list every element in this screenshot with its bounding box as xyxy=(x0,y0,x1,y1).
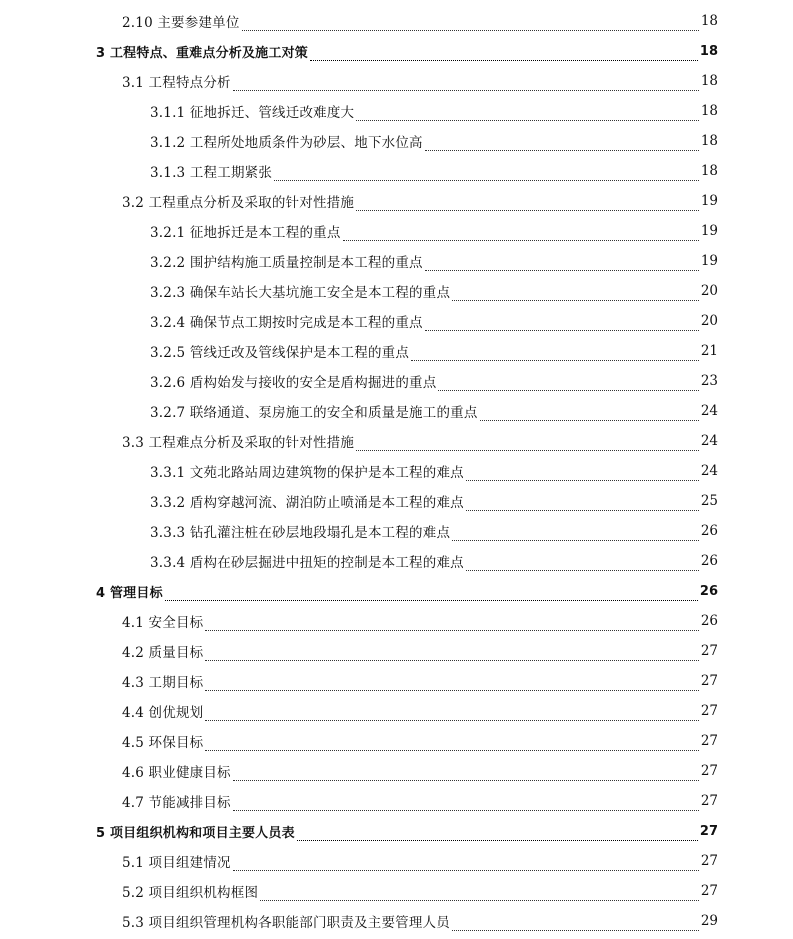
dot-leader xyxy=(233,792,699,811)
dot-leader xyxy=(233,762,699,781)
dot-leader xyxy=(480,402,699,421)
toc-page-number: 25 xyxy=(700,493,718,509)
toc-entry-title: 4.3 工期目标 xyxy=(122,675,204,691)
toc-entry-link[interactable] xyxy=(150,546,718,576)
toc-page-number: 18 xyxy=(700,103,718,119)
toc-entry-title: 3.2 工程重点分析及采取的针对性措施 xyxy=(122,195,355,211)
toc-entry-link[interactable] xyxy=(122,426,718,456)
dot-leader xyxy=(438,372,698,391)
dot-leader xyxy=(356,192,699,211)
dot-leader xyxy=(425,312,699,331)
toc-entry-link[interactable] xyxy=(96,816,718,846)
toc-entry-title: 3.3.4 盾构在砂层掘进中扭矩的控制是本工程的难点 xyxy=(150,555,464,571)
toc-page-number: 27 xyxy=(699,823,718,839)
toc-page-number: 27 xyxy=(700,733,718,749)
dot-leader xyxy=(466,552,699,571)
toc-entry-link[interactable] xyxy=(122,756,718,786)
toc-row xyxy=(0,906,793,936)
toc-page-number: 19 xyxy=(700,253,718,269)
toc-entry-title: 5.2 项目组织机构框图 xyxy=(122,885,259,901)
toc-page-number: 27 xyxy=(700,763,718,779)
toc-page-number: 27 xyxy=(700,883,718,899)
dot-leader xyxy=(425,132,699,151)
dot-leader xyxy=(165,582,698,601)
toc-page-number: 24 xyxy=(700,433,718,449)
toc-entry-link[interactable] xyxy=(150,96,718,126)
toc-entry-title: 3.3.2 盾构穿越河流、湖泊防止喷涌是本工程的难点 xyxy=(150,495,464,511)
dot-leader xyxy=(205,642,698,661)
table-of-contents xyxy=(0,6,793,936)
toc-entry-link[interactable] xyxy=(122,846,718,876)
toc-page-number: 27 xyxy=(700,793,718,809)
toc-entry-title: 2.10 主要参建单位 xyxy=(122,15,240,31)
toc-entry-title: 3.1.3 工程工期紧张 xyxy=(150,165,273,181)
toc-page-number: 18 xyxy=(700,133,718,149)
toc-entry-title: 4 管理目标 xyxy=(96,585,163,601)
dot-leader xyxy=(274,162,699,181)
toc-page-number: 20 xyxy=(700,313,718,329)
toc-page-number: 26 xyxy=(699,583,718,599)
toc-entry-link[interactable] xyxy=(150,156,718,186)
toc-row xyxy=(0,816,793,846)
toc-page-number: 26 xyxy=(700,523,718,539)
toc-row xyxy=(0,546,793,576)
toc-entry-link[interactable] xyxy=(150,276,718,306)
toc-page-number: 27 xyxy=(700,703,718,719)
toc-entry-title: 4.4 创优规划 xyxy=(122,705,204,721)
dot-leader xyxy=(452,522,699,541)
toc-entry-link[interactable] xyxy=(122,186,718,216)
toc-page-number: 18 xyxy=(700,73,718,89)
toc-entry-title: 3.2.6 盾构始发与接收的安全是盾构掘进的重点 xyxy=(150,375,437,391)
toc-page-number: 23 xyxy=(700,373,718,389)
toc-page-number: 26 xyxy=(700,613,718,629)
toc-page-number: 20 xyxy=(700,283,718,299)
dot-leader xyxy=(233,72,699,91)
toc-entry-link[interactable] xyxy=(150,456,718,486)
toc-entry-link[interactable] xyxy=(96,36,718,66)
toc-row xyxy=(0,126,793,156)
dot-leader xyxy=(260,882,699,901)
toc-entry-link[interactable] xyxy=(150,396,718,426)
toc-row xyxy=(0,516,793,546)
toc-row xyxy=(0,456,793,486)
dot-leader xyxy=(310,42,698,61)
toc-row xyxy=(0,336,793,366)
toc-row xyxy=(0,276,793,306)
toc-row xyxy=(0,666,793,696)
dot-leader xyxy=(343,222,699,241)
toc-entry-link[interactable] xyxy=(150,216,718,246)
dot-leader xyxy=(205,612,698,631)
toc-row xyxy=(0,96,793,126)
toc-entry-title: 4.7 节能减排目标 xyxy=(122,795,231,811)
toc-page-number: 21 xyxy=(700,343,718,359)
toc-row xyxy=(0,186,793,216)
toc-entry-link[interactable] xyxy=(150,366,718,396)
dot-leader xyxy=(452,282,699,301)
toc-entry-link[interactable] xyxy=(122,606,718,636)
toc-page-number: 18 xyxy=(699,43,718,59)
dot-leader xyxy=(466,462,699,481)
dot-leader xyxy=(205,732,698,751)
toc-entry-link[interactable] xyxy=(122,636,718,666)
toc-row xyxy=(0,636,793,666)
toc-entry-title: 3.1.1 征地拆迁、管线迁改难度大 xyxy=(150,105,355,121)
toc-page-number: 27 xyxy=(700,673,718,689)
dot-leader xyxy=(425,252,699,271)
toc-entry-title: 3.1 工程特点分析 xyxy=(122,75,231,91)
toc-page-number: 27 xyxy=(700,643,718,659)
dot-leader xyxy=(356,432,699,451)
toc-page-number: 29 xyxy=(700,913,718,929)
toc-entry-title: 3.2.1 征地拆迁是本工程的重点 xyxy=(150,225,341,241)
toc-entry-link[interactable] xyxy=(150,486,718,516)
toc-row xyxy=(0,216,793,246)
toc-row xyxy=(0,726,793,756)
toc-entry-title: 3.2.3 确保车站长大基坑施工安全是本工程的重点 xyxy=(150,285,451,301)
toc-row xyxy=(0,576,793,606)
toc-page-number: 24 xyxy=(700,463,718,479)
dot-leader xyxy=(411,342,699,361)
toc-page-number: 27 xyxy=(700,853,718,869)
dot-leader xyxy=(233,852,699,871)
toc-entry-link[interactable] xyxy=(122,6,718,36)
toc-entry-title: 3.1.2 工程所处地质条件为砂层、地下水位高 xyxy=(150,135,423,151)
toc-page-number: 24 xyxy=(700,403,718,419)
toc-row xyxy=(0,6,793,36)
toc-row xyxy=(0,36,793,66)
toc-page-number: 26 xyxy=(700,553,718,569)
toc-entry-title: 3.3.1 文苑北路站周边建筑物的保护是本工程的难点 xyxy=(150,465,464,481)
toc-entry-title: 4.5 环保目标 xyxy=(122,735,204,751)
toc-entry-title: 3 工程特点、重难点分析及施工对策 xyxy=(96,45,308,61)
toc-entry-link[interactable] xyxy=(122,906,718,936)
toc-entry-title: 4.6 职业健康目标 xyxy=(122,765,231,781)
dot-leader xyxy=(297,822,698,841)
dot-leader xyxy=(356,102,699,121)
toc-row xyxy=(0,156,793,186)
toc-entry-title: 4.1 安全目标 xyxy=(122,615,204,631)
toc-entry-title: 5.1 项目组建情况 xyxy=(122,855,231,871)
toc-entry-link[interactable] xyxy=(122,66,718,96)
toc-row xyxy=(0,486,793,516)
toc-entry-title: 3.3.3 钻孔灌注桩在砂层地段塌孔是本工程的难点 xyxy=(150,525,451,541)
toc-entry-title: 5.3 项目组织管理机构各职能部门职责及主要管理人员 xyxy=(122,915,450,931)
toc-page-number: 19 xyxy=(700,223,718,239)
toc-entry-link[interactable] xyxy=(150,126,718,156)
toc-row xyxy=(0,606,793,636)
toc-row xyxy=(0,66,793,96)
toc-entry-link[interactable] xyxy=(150,516,718,546)
toc-row xyxy=(0,756,793,786)
toc-entry-title: 3.3 工程难点分析及采取的针对性措施 xyxy=(122,435,355,451)
toc-row xyxy=(0,306,793,336)
toc-entry-link[interactable] xyxy=(122,876,718,906)
toc-row xyxy=(0,426,793,456)
toc-row xyxy=(0,786,793,816)
dot-leader xyxy=(466,492,699,511)
toc-entry-title: 5 项目组织机构和项目主要人员表 xyxy=(96,825,295,841)
toc-row xyxy=(0,846,793,876)
toc-entry-link[interactable] xyxy=(96,576,718,606)
dot-leader xyxy=(452,912,699,931)
toc-entry-title: 3.2.5 管线迁改及管线保护是本工程的重点 xyxy=(150,345,410,361)
toc-row xyxy=(0,696,793,726)
toc-entry-link[interactable] xyxy=(122,696,718,726)
toc-entry-title: 4.2 质量目标 xyxy=(122,645,204,661)
toc-page-number: 18 xyxy=(700,163,718,179)
toc-entry-title: 3.2.4 确保节点工期按时完成是本工程的重点 xyxy=(150,315,423,331)
toc-entry-title: 3.2.2 围护结构施工质量控制是本工程的重点 xyxy=(150,255,423,271)
toc-entry-link[interactable] xyxy=(122,786,718,816)
dot-leader xyxy=(205,702,698,721)
toc-entry-title: 3.2.7 联络通道、泵房施工的安全和质量是施工的重点 xyxy=(150,405,478,421)
toc-entry-link[interactable] xyxy=(122,726,718,756)
dot-leader xyxy=(242,12,699,31)
toc-page-number: 18 xyxy=(700,13,718,29)
toc-entry-link[interactable] xyxy=(150,336,718,366)
toc-row xyxy=(0,396,793,426)
toc-entry-link[interactable] xyxy=(150,306,718,336)
toc-row xyxy=(0,246,793,276)
toc-entry-link[interactable] xyxy=(122,666,718,696)
dot-leader xyxy=(205,672,698,691)
toc-entry-link[interactable] xyxy=(150,246,718,276)
toc-row xyxy=(0,876,793,906)
toc-page-number: 19 xyxy=(700,193,718,209)
toc-row xyxy=(0,366,793,396)
